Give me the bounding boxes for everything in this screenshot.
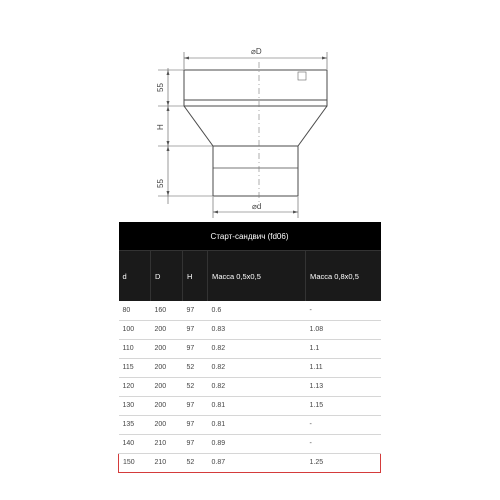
table-cell: 210: [151, 434, 183, 453]
table-row: [119, 377, 381, 396]
table-cell: 0.6: [208, 301, 306, 320]
table-cell: 0.82: [208, 339, 306, 358]
table-cell: 1.11: [306, 358, 381, 377]
table-row: [119, 339, 381, 358]
specification-table: [118, 222, 381, 473]
table-cell: 150: [119, 453, 151, 472]
label-H: H: [156, 124, 165, 130]
table-cell: 140: [119, 434, 151, 453]
table-cell: 100: [119, 320, 151, 339]
table-cell: 52: [183, 377, 208, 396]
table-row: [119, 358, 381, 377]
column-header: Масса 0,5х0,5: [208, 251, 306, 302]
upper-cylinder: [184, 70, 327, 106]
table-cell: 200: [151, 396, 183, 415]
table-cell: 135: [119, 415, 151, 434]
table-cell: 160: [151, 301, 183, 320]
table-cell: 97: [183, 415, 208, 434]
table-cell: 97: [183, 434, 208, 453]
table-cell: 1.13: [306, 377, 381, 396]
cone-left-edge: [184, 106, 213, 146]
table-cell: -: [306, 301, 381, 320]
table-cell: 1.1: [306, 339, 381, 358]
table-cell: 200: [151, 358, 183, 377]
table-row: [119, 301, 381, 320]
table-cell: 80: [119, 301, 151, 320]
table-cell: 1.25: [306, 453, 381, 472]
table-cell: 52: [183, 358, 208, 377]
table-cell: 200: [151, 377, 183, 396]
technical-drawing: [0, 0, 500, 225]
table-cell: -: [306, 434, 381, 453]
table-cell: 0.82: [208, 377, 306, 396]
table-row: [119, 396, 381, 415]
table-cell: 0.89: [208, 434, 306, 453]
column-header: D: [151, 251, 183, 302]
lower-pipe: [213, 146, 298, 196]
table-row: [119, 320, 381, 339]
table-cell: 0.81: [208, 415, 306, 434]
table-cell: 0.87: [208, 453, 306, 472]
table-cell: 200: [151, 339, 183, 358]
table-row: [119, 434, 381, 453]
label-bottom-height: 55: [156, 179, 165, 188]
table-cell: 1.08: [306, 320, 381, 339]
seam-detail: [298, 72, 306, 80]
table-row: [119, 453, 381, 472]
label-d: ⌀d: [252, 202, 262, 211]
table-cell: 200: [151, 415, 183, 434]
table-cell: 0.83: [208, 320, 306, 339]
label-top-height: 55: [156, 83, 165, 92]
table-row: [119, 415, 381, 434]
table-cell: 130: [119, 396, 151, 415]
table-cell: 0.81: [208, 396, 306, 415]
column-header: Масса 0,8х0,5: [306, 251, 381, 302]
column-header: H: [183, 251, 208, 302]
table-cell: 0.82: [208, 358, 306, 377]
table-cell: 52: [183, 453, 208, 472]
table-cell: 97: [183, 301, 208, 320]
table-title: Старт-сандвич (fd06): [119, 222, 381, 251]
table-cell: 200: [151, 320, 183, 339]
table-cell: 110: [119, 339, 151, 358]
table-cell: 1.15: [306, 396, 381, 415]
table-cell: 97: [183, 320, 208, 339]
label-D: ⌀D: [251, 47, 262, 56]
table-cell: 120: [119, 377, 151, 396]
table-cell: 97: [183, 339, 208, 358]
table-cell: 115: [119, 358, 151, 377]
column-header: d: [119, 251, 151, 302]
cone-right-edge: [298, 106, 327, 146]
table-cell: 210: [151, 453, 183, 472]
table-cell: -: [306, 415, 381, 434]
table-cell: 97: [183, 396, 208, 415]
